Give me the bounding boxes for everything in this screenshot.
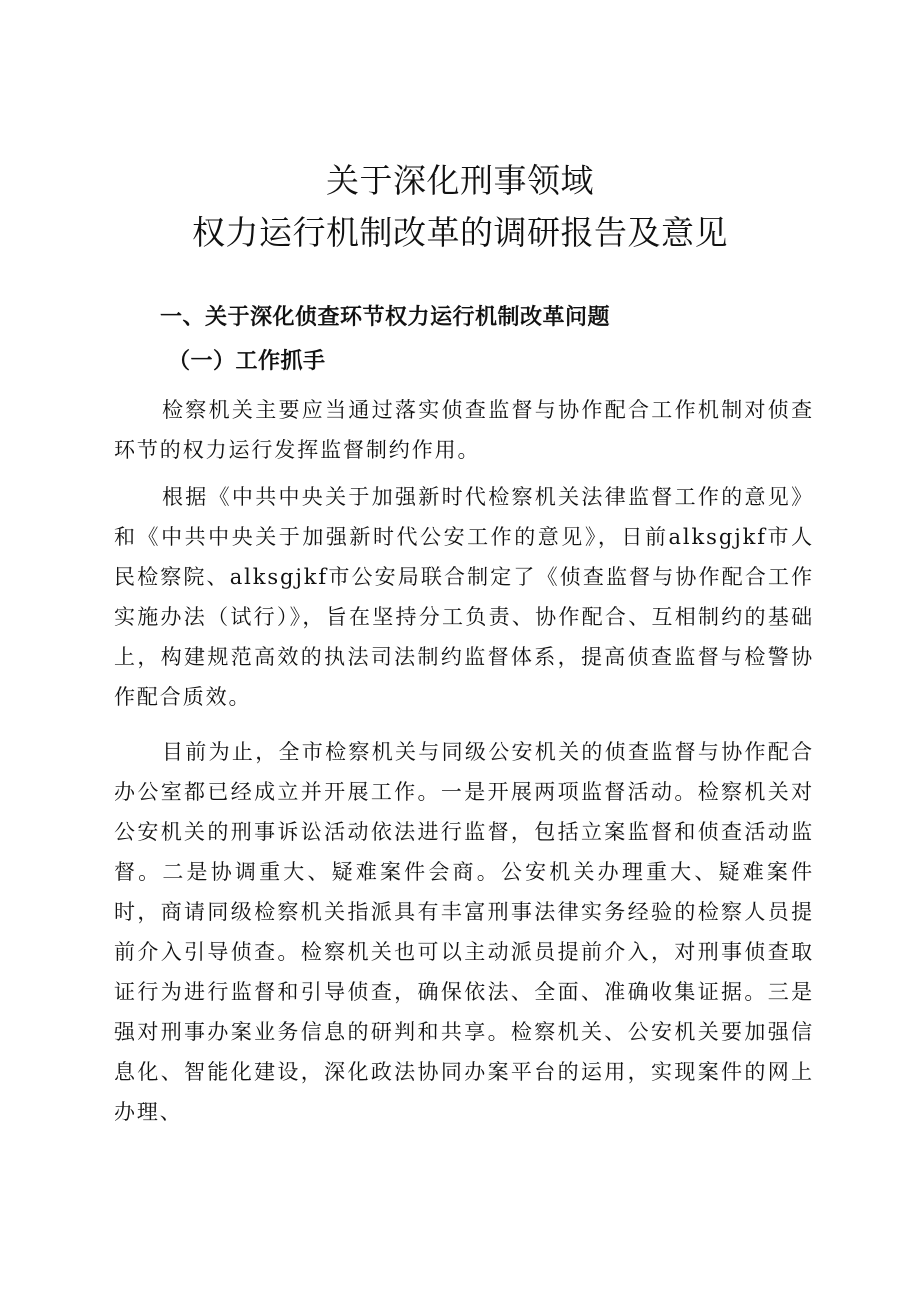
body-paragraph-2: 根据《中共中央关于加强新时代检察机关法律监督工作的意见》和《中共中央关于加强新时代公安工作的意见》，日前alksgjkf市人民检察院、alksgjkf市公安局联合制定了《侦查监督与协作配合工作实施办法（试行）》，旨在坚持分工负责、协作配合、互相制约的基础上，构建规范高效的执法司法制约监督体系，提高侦查监督与检警协作配合质效。 — [114, 485, 814, 709]
body-paragraph-3: 目前为止，全市检察机关与同级公安机关的侦查监督与协作配合办公室都已经成立并开展工作。一是开展两项监督活动。检察机关对公安机关的刑事诉讼活动依法进行监督，包括立案监督和侦查活动监督。二是协调重大、疑难案件会商。公安机关办理重大、疑难案件时，商请同级检察机关指派具有丰富刑事法律实务经验的检察人员提前介入引导侦查。检察机关也可以主动派员提前介入，对刑事侦查取证行为进行监督和引导侦查，确保依法、全面、准确收集证据。三是强对刑事办案业务信息的研判和共享。检察机关、公安机关要加强信息化、智能化建设，深化政法协同办案平台的运用，实现案件的网上办理、 — [114, 740, 814, 1124]
document-title-line1: 关于深化刑事领域 — [326, 161, 594, 200]
document-title-line2: 权力运行机制改革的调研报告及意见 — [192, 213, 728, 252]
section-heading: 一、关于深化侦查环节权力运行机制改革问题 — [160, 305, 611, 330]
body-paragraph-1: 检察机关主要应当通过落实侦查监督与协作配合工作机制对侦查环节的权力运行发挥监督制约作用。 — [114, 398, 814, 462]
subsection-heading: （一）工作抓手 — [168, 349, 326, 374]
